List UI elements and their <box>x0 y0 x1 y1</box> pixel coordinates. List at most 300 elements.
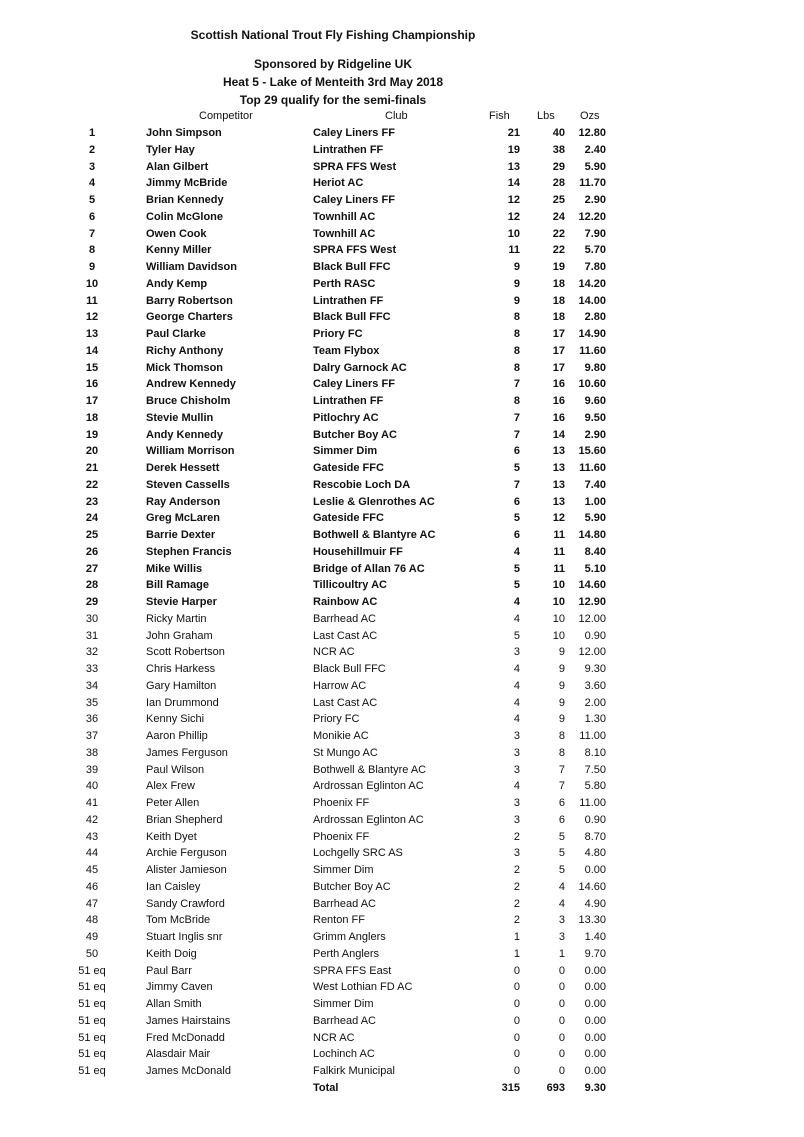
lbs-cell: 22 <box>552 244 565 257</box>
rank-cell: 40 <box>85 780 99 793</box>
fish-cell: 4 <box>513 780 520 793</box>
table-row <box>0 577 804 594</box>
club-cell: Rescobie Loch DA <box>313 478 411 491</box>
competitor-cell: Bruce Chisholm <box>146 395 231 407</box>
table-row <box>0 326 804 343</box>
fish-cell: 2 <box>513 830 520 843</box>
lbs-cell: 0 <box>558 1048 565 1061</box>
table-row <box>0 527 804 544</box>
fish-cell: 9 <box>513 261 520 273</box>
rank-cell: 27 <box>85 562 99 575</box>
ozs-cell: 8.10 <box>584 746 606 759</box>
lbs-cell: 10 <box>552 629 565 642</box>
lbs-cell: 28 <box>552 177 565 190</box>
club-cell: NCR AC <box>313 646 355 659</box>
table-row <box>0 611 804 628</box>
club-cell: Priory FC <box>313 713 360 726</box>
rank-cell: 44 <box>85 847 99 860</box>
fish-cell: 0 <box>513 1014 520 1027</box>
table-row <box>0 628 804 645</box>
table-row <box>0 477 804 494</box>
fish-cell: 3 <box>513 763 520 776</box>
sponsor-line: Sponsored by Ridgeline UK <box>253 57 412 71</box>
club-cell: Priory FC <box>313 328 363 340</box>
fish-cell: 7 <box>513 411 520 424</box>
competitor-cell: Stephen Francis <box>146 545 232 558</box>
col-header-club: Club <box>385 110 408 122</box>
table-row <box>0 510 804 527</box>
fish-cell: 8 <box>513 311 520 324</box>
fish-cell: 2 <box>513 897 520 910</box>
club-cell: Simmer Dim <box>313 445 378 458</box>
ozs-cell: 12.00 <box>578 646 606 659</box>
lbs-cell: 16 <box>552 395 565 407</box>
lbs-cell: 18 <box>552 311 565 324</box>
table-row <box>0 276 804 293</box>
club-cell: Lochinch AC <box>313 1048 375 1061</box>
ozs-cell: 12.20 <box>578 210 606 223</box>
fish-cell: 8 <box>513 328 520 340</box>
club-cell: West Lothian FD AC <box>313 981 413 994</box>
fish-cell: 6 <box>513 495 520 508</box>
rank-cell: 17 <box>85 395 99 407</box>
qualify-line: Top 29 qualify for the semi-finals <box>239 93 427 107</box>
total-lbs: 693 <box>546 1081 565 1094</box>
rank-cell: 36 <box>85 713 99 726</box>
table-row <box>0 1030 804 1047</box>
lbs-cell: 9 <box>558 646 565 659</box>
lbs-cell: 1 <box>558 947 565 960</box>
lbs-cell: 18 <box>552 277 565 290</box>
competitor-cell: Jimmy McBride <box>146 177 228 190</box>
fish-cell: 5 <box>513 579 520 592</box>
lbs-cell: 22 <box>552 227 565 240</box>
lbs-cell: 9 <box>558 679 565 692</box>
fish-cell: 8 <box>513 395 520 407</box>
table-row <box>0 896 804 913</box>
fish-cell: 0 <box>513 1065 520 1077</box>
competitor-cell: Alister Jamieson <box>146 864 227 876</box>
fish-cell: 0 <box>513 964 520 977</box>
competitor-cell: Stuart Inglis snr <box>146 931 223 943</box>
table-row <box>0 812 804 829</box>
lbs-cell: 5 <box>558 864 565 876</box>
club-cell: Gateside FFC <box>313 512 384 525</box>
col-header-lbs: Lbs <box>537 110 555 122</box>
table-row <box>0 594 804 611</box>
rank-cell: 24 <box>85 512 99 525</box>
competitor-cell: Ray Anderson <box>146 495 221 508</box>
rank-cell: 32 <box>85 646 99 659</box>
rank-cell: 6 <box>88 210 96 223</box>
competitor-cell: Alan Gilbert <box>146 160 209 173</box>
lbs-cell: 17 <box>552 344 565 357</box>
table-row <box>0 695 804 712</box>
table-row <box>0 226 804 243</box>
competitor-cell: Tom McBride <box>146 914 211 927</box>
lbs-cell: 8 <box>558 746 565 759</box>
rank-cell: 35 <box>85 696 99 709</box>
table-row <box>0 376 804 393</box>
club-cell: SPRA FFS East <box>313 964 392 977</box>
club-cell: Caley Liners FF <box>313 194 395 206</box>
lbs-cell: 13 <box>552 445 565 458</box>
competitor-cell: Sandy Crawford <box>146 897 225 910</box>
table-row <box>0 929 804 946</box>
ozs-cell: 7.80 <box>584 261 606 273</box>
ozs-cell: 7.40 <box>584 478 606 491</box>
lbs-cell: 38 <box>552 143 565 156</box>
rank-cell: 37 <box>85 730 99 742</box>
rank-cell: 30 <box>85 612 99 625</box>
ozs-cell: 7.50 <box>584 763 606 776</box>
ozs-cell: 0.00 <box>584 964 606 977</box>
rank-cell: 33 <box>85 663 99 675</box>
ozs-cell: 12.00 <box>578 612 606 625</box>
table-row <box>0 393 804 410</box>
fish-cell: 3 <box>513 813 520 826</box>
fish-cell: 2 <box>513 864 520 876</box>
rank-cell: 2 <box>88 143 96 156</box>
competitor-cell: Paul Barr <box>146 964 192 977</box>
rank-cell: 51 eq <box>78 1014 106 1027</box>
competitor-cell: Andrew Kennedy <box>146 378 236 391</box>
lbs-cell: 7 <box>558 780 565 793</box>
ozs-cell: 1.40 <box>584 931 606 943</box>
fish-cell: 8 <box>513 361 520 374</box>
club-cell: Townhill AC <box>313 227 376 240</box>
table-row <box>0 979 804 996</box>
club-cell: Phoenix FF <box>313 797 370 809</box>
ozs-cell: 5.80 <box>584 780 606 793</box>
competitor-cell: Scott Robertson <box>146 646 225 659</box>
competitor-cell: William Morrison <box>146 445 235 458</box>
ozs-cell: 12.90 <box>578 596 606 608</box>
table-row <box>0 996 804 1013</box>
table-row <box>0 142 804 159</box>
rank-cell: 5 <box>88 194 96 206</box>
lbs-cell: 9 <box>558 663 565 675</box>
club-cell: Bothwell & Blantyre AC <box>313 529 436 541</box>
table-row <box>0 728 804 745</box>
fish-cell: 5 <box>513 629 520 642</box>
ozs-cell: 11.00 <box>579 797 606 809</box>
rank-cell: 28 <box>85 579 99 592</box>
rank-cell: 4 <box>88 177 96 190</box>
fish-cell: 9 <box>513 294 520 307</box>
fish-cell: 4 <box>513 596 520 608</box>
ozs-cell: 0.00 <box>584 1031 606 1044</box>
rank-cell: 51 eq <box>78 998 106 1010</box>
competitor-cell: Barrie Dexter <box>146 529 216 541</box>
fish-cell: 5 <box>513 512 520 525</box>
fish-cell: 0 <box>513 981 520 994</box>
competitor-cell: Barry Robertson <box>146 294 233 307</box>
club-cell: SPRA FFS West <box>313 244 397 257</box>
rank-cell: 15 <box>85 361 99 374</box>
ozs-cell: 0.00 <box>584 1065 606 1077</box>
fish-cell: 13 <box>507 160 520 173</box>
competitor-cell: Keith Doig <box>146 947 197 960</box>
fish-cell: 3 <box>513 746 520 759</box>
fish-cell: 6 <box>513 529 520 541</box>
competitor-cell: James McDonald <box>146 1065 231 1077</box>
rank-cell: 20 <box>85 445 99 458</box>
lbs-cell: 17 <box>552 361 565 374</box>
table-row <box>0 762 804 779</box>
fish-cell: 2 <box>513 914 520 927</box>
competitor-cell: Ian Caisley <box>146 880 201 893</box>
fish-cell: 4 <box>513 679 520 692</box>
competitor-cell: Derek Hessett <box>146 462 220 474</box>
club-cell: Tillicoultry AC <box>313 579 387 592</box>
rank-cell: 23 <box>85 495 99 508</box>
table-row <box>0 460 804 477</box>
competitor-cell: Brian Kennedy <box>146 194 224 206</box>
lbs-cell: 7 <box>558 763 565 776</box>
rank-cell: 13 <box>85 328 99 340</box>
fish-cell: 4 <box>513 696 520 709</box>
club-cell: Barrhead AC <box>313 612 376 625</box>
lbs-cell: 3 <box>558 914 565 927</box>
rank-cell: 50 <box>85 947 99 960</box>
fish-cell: 3 <box>513 646 520 659</box>
table-row <box>0 293 804 310</box>
fish-cell: 0 <box>513 1031 520 1044</box>
ozs-cell: 5.90 <box>584 160 606 173</box>
rank-cell: 9 <box>88 261 96 273</box>
rank-cell: 48 <box>85 914 99 927</box>
lbs-cell: 11 <box>553 562 565 575</box>
fish-cell: 3 <box>513 847 520 860</box>
col-header-competitor: Competitor <box>199 110 253 122</box>
rank-cell: 8 <box>88 244 96 257</box>
fish-cell: 1 <box>513 947 520 960</box>
club-cell: Leslie & Glenrothes AC <box>313 495 435 508</box>
competitor-cell: John Simpson <box>146 127 222 139</box>
total-fish: 315 <box>501 1081 520 1094</box>
table-row <box>0 711 804 728</box>
ozs-cell: 9.60 <box>584 395 606 407</box>
total-ozs: 9.30 <box>584 1081 606 1094</box>
lbs-cell: 10 <box>552 596 565 608</box>
table-row <box>0 561 804 578</box>
results-table <box>0 125 804 1097</box>
competitor-cell: James Ferguson <box>146 746 228 759</box>
club-cell: Ardrossan Eglinton AC <box>313 813 424 826</box>
club-cell: Simmer Dim <box>313 864 374 876</box>
lbs-cell: 3 <box>558 931 565 943</box>
fish-cell: 14 <box>507 177 520 190</box>
fish-cell: 4 <box>513 545 520 558</box>
ozs-cell: 14.90 <box>578 328 606 340</box>
competitor-cell: Colin McGlone <box>146 210 223 223</box>
club-cell: Lintrathen FF <box>313 143 384 156</box>
club-cell: Barrhead AC <box>313 897 376 910</box>
rank-cell: 51 eq <box>78 981 106 994</box>
lbs-cell: 19 <box>552 261 565 273</box>
table-row <box>0 125 804 142</box>
total-row <box>0 1080 804 1097</box>
ozs-cell: 10.60 <box>578 378 606 391</box>
rank-cell: 25 <box>85 529 99 541</box>
table-row <box>0 862 804 879</box>
fish-cell: 3 <box>513 730 520 742</box>
fish-cell: 11 <box>508 244 520 257</box>
rank-cell: 42 <box>85 813 99 826</box>
rank-cell: 34 <box>85 679 99 692</box>
club-cell: Phoenix FF <box>313 830 370 843</box>
competitor-cell: Kenny Sichi <box>146 713 205 726</box>
competitor-cell: Ricky Martin <box>146 612 207 625</box>
competitor-cell: Aaron Phillip <box>146 730 208 742</box>
rank-cell: 39 <box>85 763 99 776</box>
rank-cell: 21 <box>85 462 99 474</box>
club-cell: Rainbow AC <box>313 596 378 608</box>
ozs-cell: 11.70 <box>579 177 606 190</box>
ozs-cell: 0.00 <box>584 981 606 994</box>
club-cell: Harrow AC <box>313 679 367 692</box>
rank-cell: 3 <box>88 160 96 173</box>
lbs-cell: 4 <box>558 880 565 893</box>
table-row <box>0 829 804 846</box>
club-cell: Team Flybox <box>313 344 380 357</box>
rank-cell: 16 <box>85 378 99 391</box>
lbs-cell: 24 <box>552 210 565 223</box>
ozs-cell: 13.30 <box>578 914 606 927</box>
fish-cell: 2 <box>513 880 520 893</box>
club-cell: Lintrathen FF <box>313 395 384 407</box>
club-cell: Townhill AC <box>313 210 376 223</box>
rank-cell: 7 <box>88 227 96 240</box>
rank-cell: 14 <box>85 344 99 357</box>
ozs-cell: 7.90 <box>584 227 606 240</box>
ozs-cell: 0.90 <box>584 813 606 826</box>
competitor-cell: Alasdair Mair <box>146 1048 211 1061</box>
ozs-cell: 5.70 <box>584 244 606 257</box>
ozs-cell: 9.30 <box>584 663 606 675</box>
document-title: Scottish National Trout Fly Fishing Championship <box>190 28 476 42</box>
club-cell: Butcher Boy AC <box>313 880 391 893</box>
lbs-cell: 9 <box>558 696 565 709</box>
club-cell: Bothwell & Blantyre AC <box>313 763 427 776</box>
table-row <box>0 159 804 176</box>
lbs-cell: 18 <box>552 294 565 307</box>
table-row <box>0 544 804 561</box>
competitor-cell: Alex Frew <box>146 780 195 793</box>
lbs-cell: 17 <box>552 328 565 340</box>
lbs-cell: 14 <box>552 428 565 441</box>
lbs-cell: 0 <box>558 1031 565 1044</box>
lbs-cell: 11 <box>553 545 565 558</box>
col-header-fish: Fish <box>489 110 510 122</box>
competitor-cell: George Charters <box>146 311 233 324</box>
club-cell: Perth Anglers <box>313 947 380 960</box>
club-cell: Butcher Boy AC <box>313 428 397 441</box>
lbs-cell: 6 <box>558 813 565 826</box>
competitor-cell: William Davidson <box>146 261 237 273</box>
fish-cell: 6 <box>513 445 520 458</box>
ozs-cell: 11.60 <box>579 462 606 474</box>
lbs-cell: 11 <box>553 529 565 541</box>
table-row <box>0 644 804 661</box>
lbs-cell: 5 <box>558 847 565 860</box>
competitor-cell: Richy Anthony <box>146 344 224 357</box>
ozs-cell: 14.80 <box>578 529 606 541</box>
rank-cell: 1 <box>88 127 96 139</box>
rank-cell: 38 <box>85 746 99 759</box>
club-cell: Last Cast AC <box>313 696 378 709</box>
lbs-cell: 10 <box>552 612 565 625</box>
competitor-cell: Archie Ferguson <box>146 847 227 860</box>
ozs-cell: 14.60 <box>578 880 606 893</box>
fish-cell: 5 <box>513 562 520 575</box>
ozs-cell: 8.70 <box>584 830 606 843</box>
rank-cell: 19 <box>85 428 99 441</box>
table-row <box>0 494 804 511</box>
lbs-cell: 13 <box>552 495 565 508</box>
competitor-cell: Chris Harkess <box>146 663 216 675</box>
club-cell: Lochgelly SRC AS <box>313 847 403 860</box>
competitor-cell: Tyler Hay <box>146 143 195 156</box>
fish-cell: 10 <box>507 227 520 240</box>
ozs-cell: 11.00 <box>579 730 606 742</box>
table-row <box>0 259 804 276</box>
table-row <box>0 845 804 862</box>
competitor-cell: Peter Allen <box>146 797 200 809</box>
ozs-cell: 0.00 <box>584 1014 606 1027</box>
fish-cell: 9 <box>513 277 520 290</box>
club-cell: Black Bull FFC <box>313 261 391 273</box>
ozs-cell: 0.00 <box>584 864 606 876</box>
competitor-cell: Ian Drummond <box>146 696 219 709</box>
competitor-cell: Paul Clarke <box>146 328 206 340</box>
lbs-cell: 0 <box>558 998 565 1010</box>
club-cell: Lintrathen FF <box>313 294 384 307</box>
ozs-cell: 14.20 <box>578 277 606 290</box>
ozs-cell: 2.90 <box>584 194 606 206</box>
club-cell: SPRA FFS West <box>313 160 397 173</box>
lbs-cell: 5 <box>558 830 565 843</box>
ozs-cell: 9.80 <box>584 361 606 374</box>
table-row <box>0 309 804 326</box>
ozs-cell: 9.50 <box>584 411 606 424</box>
club-cell: Dalry Garnock AC <box>313 361 407 374</box>
ozs-cell: 2.90 <box>584 428 606 441</box>
ozs-cell: 2.00 <box>584 696 606 709</box>
club-cell: Pitlochry AC <box>313 411 379 424</box>
fish-cell: 7 <box>513 378 520 391</box>
ozs-cell: 4.80 <box>584 847 606 860</box>
lbs-cell: 12 <box>552 512 565 525</box>
lbs-cell: 16 <box>552 378 565 391</box>
club-cell: Gateside FFC <box>313 462 384 474</box>
fish-cell: 0 <box>513 998 520 1010</box>
table-row <box>0 1046 804 1063</box>
fish-cell: 5 <box>513 462 520 474</box>
lbs-cell: 25 <box>552 194 565 206</box>
fish-cell: 3 <box>513 797 520 809</box>
competitor-cell: Fred McDonadd <box>146 1031 225 1044</box>
fish-cell: 12 <box>507 210 520 223</box>
ozs-cell: 14.60 <box>578 579 606 592</box>
club-cell: Ardrossan Eglinton AC <box>313 780 424 793</box>
lbs-cell: 0 <box>558 981 565 994</box>
lbs-cell: 13 <box>552 462 565 474</box>
rank-cell: 18 <box>85 411 99 424</box>
lbs-cell: 0 <box>558 1014 565 1027</box>
ozs-cell: 3.60 <box>584 679 606 692</box>
